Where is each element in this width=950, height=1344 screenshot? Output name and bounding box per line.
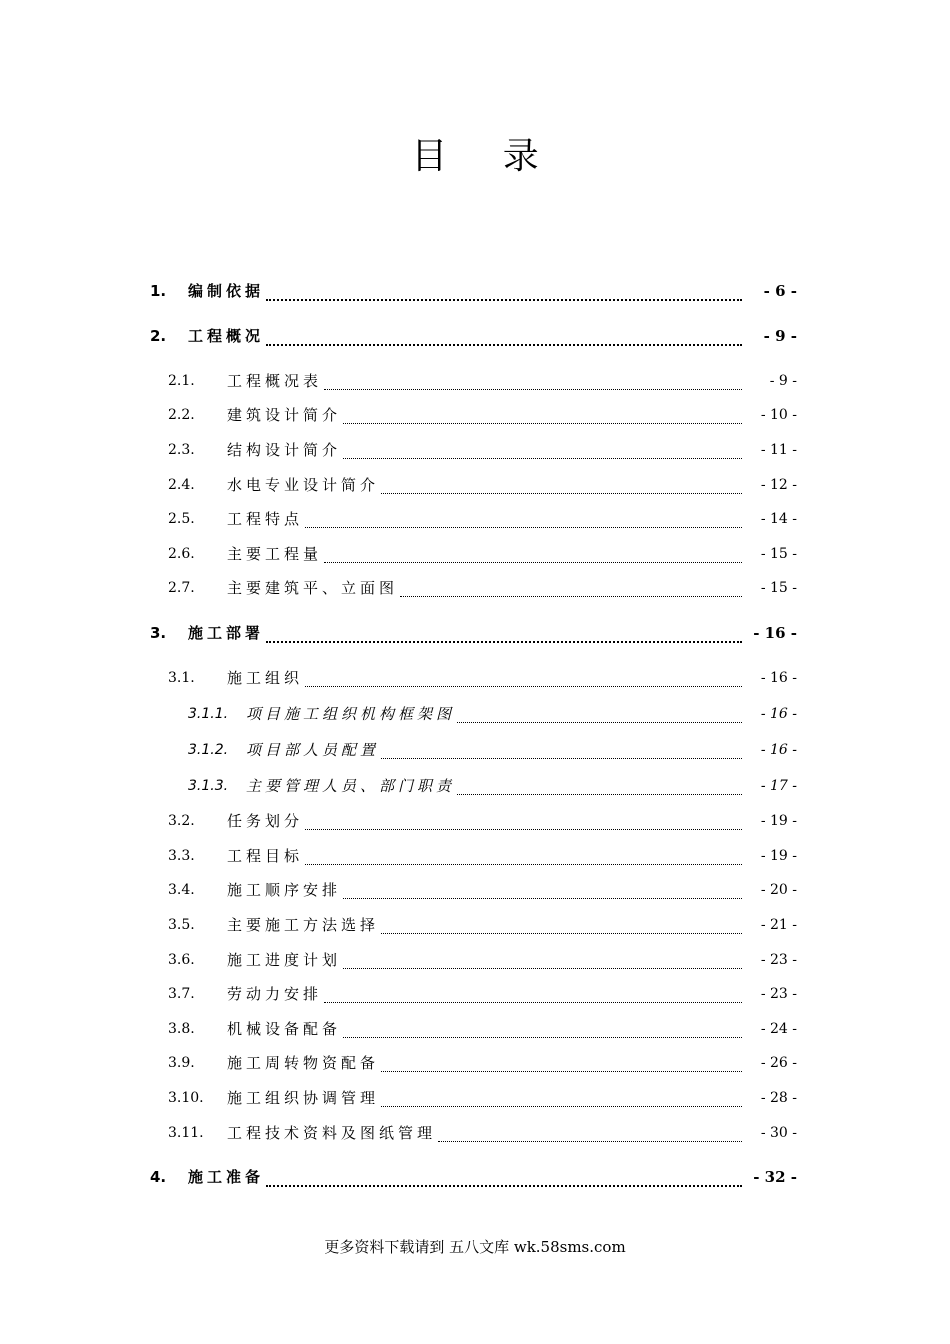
dot-leader <box>343 948 742 969</box>
toc-entry-number: 3.11. <box>168 1125 204 1141</box>
toc-entry-page: - 16 - <box>760 670 797 686</box>
dot-leader <box>266 621 742 643</box>
toc-entry[interactable] <box>0 279 950 303</box>
toc-entry-title: 机械设备配备 <box>227 1020 342 1038</box>
toc-entry[interactable] <box>0 982 950 1006</box>
toc-entry-page: - 16 - <box>760 706 797 722</box>
toc-entry-page: - 15 - <box>760 546 797 562</box>
dot-leader <box>457 774 742 795</box>
toc-entry-page: - 12 - <box>760 477 797 493</box>
dot-leader <box>305 844 742 865</box>
dot-leader <box>324 542 742 563</box>
footer-note: 更多资料下载请到 五八文库 wk.58sms.com <box>324 1238 626 1256</box>
toc-entry[interactable] <box>0 1017 950 1041</box>
toc-entry-title: 主要施工方法选择 <box>227 916 380 934</box>
toc-entry-title: 编制依据 <box>188 282 265 300</box>
dot-leader <box>324 982 742 1003</box>
toc-entry-page: - 14 - <box>760 511 797 527</box>
toc-entry-number: 3.5. <box>168 917 195 933</box>
toc-entry-title: 建筑设计简介 <box>227 406 342 424</box>
dot-leader <box>381 913 742 934</box>
toc-entry-title: 项目部人员配置 <box>246 741 380 759</box>
dot-leader <box>305 809 742 830</box>
dot-leader <box>457 702 742 723</box>
toc-entry-number: 3. <box>150 624 167 642</box>
toc-entry-title: 施工准备 <box>188 1168 265 1186</box>
dot-leader <box>266 279 742 301</box>
toc-entry[interactable] <box>0 438 950 462</box>
toc-entry-page: - 9 - <box>763 327 797 345</box>
dot-leader <box>343 438 742 459</box>
dot-leader <box>343 1017 742 1038</box>
toc-entry-number: 3.9. <box>168 1055 195 1071</box>
toc-entry-title: 工程概况表 <box>227 372 323 390</box>
toc-entry[interactable] <box>0 1051 950 1075</box>
toc-entry-page: - 16 - <box>753 624 797 642</box>
toc-entry-title: 施工组织协调管理 <box>227 1089 380 1107</box>
toc-entry[interactable] <box>0 666 950 690</box>
toc-entry-number: 3.10. <box>168 1090 204 1106</box>
toc-entry[interactable] <box>0 507 950 531</box>
toc-entry[interactable] <box>0 738 950 762</box>
toc-entry-page: - 19 - <box>760 813 797 829</box>
toc-entry-title: 施工周转物资配备 <box>227 1054 380 1072</box>
toc-entry-page: - 23 - <box>760 986 797 1002</box>
toc-entry-number: 2.3. <box>168 442 195 458</box>
toc-entry[interactable] <box>0 844 950 868</box>
dot-leader <box>381 1086 742 1107</box>
toc-entry-number: 3.7. <box>168 986 195 1002</box>
dot-leader <box>343 878 742 899</box>
dot-leader <box>266 1165 742 1187</box>
toc-entry-number: 2.4. <box>168 477 195 493</box>
toc-entry-number: 1. <box>150 282 167 300</box>
dot-leader <box>266 324 742 346</box>
toc-entry-title: 任务划分 <box>227 812 304 830</box>
toc-entry-page: - 20 - <box>760 882 797 898</box>
toc-entry-number: 2.6. <box>168 546 195 562</box>
dot-leader <box>381 1051 742 1072</box>
toc-entry[interactable] <box>0 809 950 833</box>
toc-entry[interactable] <box>0 473 950 497</box>
toc-entry[interactable] <box>0 948 950 972</box>
toc-entry-page: - 16 - <box>760 742 797 758</box>
toc-entry-page: - 11 - <box>760 442 797 458</box>
dot-leader <box>381 738 742 759</box>
toc-entry[interactable] <box>0 702 950 726</box>
toc-entry[interactable] <box>0 576 950 600</box>
toc-entry[interactable] <box>0 774 950 798</box>
toc-entry[interactable] <box>0 1121 950 1145</box>
toc-entry-number: 3.1. <box>168 670 195 686</box>
toc-entry[interactable] <box>0 913 950 937</box>
toc-entry[interactable] <box>0 542 950 566</box>
toc-entry-title: 施工组织 <box>227 669 304 687</box>
toc-entry-title: 工程技术资料及图纸管理 <box>227 1124 437 1142</box>
toc-entry-page: - 10 - <box>760 407 797 423</box>
toc-entry-number: 4. <box>150 1168 167 1186</box>
toc-entry[interactable] <box>0 621 950 645</box>
toc-entry-page: - 28 - <box>760 1090 797 1106</box>
toc-entry-title: 施工顺序安排 <box>227 881 342 899</box>
toc-entry[interactable] <box>0 1165 950 1189</box>
toc-entry-number: 2. <box>150 327 167 345</box>
toc-entry-number: 3.1.2. <box>188 742 229 758</box>
toc-entry-page: - 23 - <box>760 952 797 968</box>
toc-entry-title: 主要工程量 <box>227 545 323 563</box>
toc-entry-number: 3.1.3. <box>188 778 229 794</box>
toc-entry-page: - 6 - <box>763 282 797 300</box>
toc-entry[interactable] <box>0 878 950 902</box>
toc-entry-title: 结构设计简介 <box>227 441 342 459</box>
toc-entry-page: - 9 - <box>769 373 797 389</box>
toc-entry-page: - 21 - <box>760 917 797 933</box>
toc-entry-number: 3.2. <box>168 813 195 829</box>
toc-entry-title: 施工进度计划 <box>227 951 342 969</box>
toc-entry-number: 2.7. <box>168 580 195 596</box>
toc-entry-page: - 32 - <box>753 1168 797 1186</box>
toc-entry-page: - 15 - <box>760 580 797 596</box>
toc-entry-number: 3.8. <box>168 1021 195 1037</box>
dot-leader <box>324 369 742 390</box>
toc-entry-title: 主要管理人员、部门职责 <box>246 777 456 795</box>
toc-entry-number: 2.5. <box>168 511 195 527</box>
toc-entry[interactable] <box>0 369 950 393</box>
toc-entry-page: - 26 - <box>760 1055 797 1071</box>
toc-entry-page: - 19 - <box>760 848 797 864</box>
toc-entry[interactable] <box>0 403 950 427</box>
toc-entry-title: 劳动力安排 <box>227 985 323 1003</box>
toc-entry-number: 3.6. <box>168 952 195 968</box>
toc-entry-page: - 30 - <box>760 1125 797 1141</box>
toc-entry[interactable] <box>0 1086 950 1110</box>
toc-entry-number: 3.3. <box>168 848 195 864</box>
dot-leader <box>438 1121 742 1142</box>
toc-entry-number: 3.1.1. <box>188 706 229 722</box>
toc-entry-page: - 17 - <box>760 778 797 794</box>
toc-entry-number: 2.1. <box>168 373 195 389</box>
dot-leader <box>343 403 742 424</box>
dot-leader <box>400 576 742 597</box>
toc-entry-title: 工程目标 <box>227 847 304 865</box>
dot-leader <box>305 666 742 687</box>
toc-entry-title: 主要建筑平、立面图 <box>227 579 399 597</box>
toc-entry-title: 水电专业设计简介 <box>227 476 380 494</box>
page-title: 目 录 <box>411 136 561 177</box>
toc-entry-title: 工程特点 <box>227 510 304 528</box>
toc-entry-number: 2.2. <box>168 407 195 423</box>
toc-entry[interactable] <box>0 324 950 348</box>
dot-leader <box>381 473 742 494</box>
toc-entry-title: 工程概况 <box>188 327 265 345</box>
dot-leader <box>305 507 742 528</box>
toc-entry-page: - 24 - <box>760 1021 797 1037</box>
toc-entry-title: 项目施工组织机构框架图 <box>246 705 456 723</box>
toc-entry-title: 施工部署 <box>188 624 265 642</box>
toc-entry-number: 3.4. <box>168 882 195 898</box>
